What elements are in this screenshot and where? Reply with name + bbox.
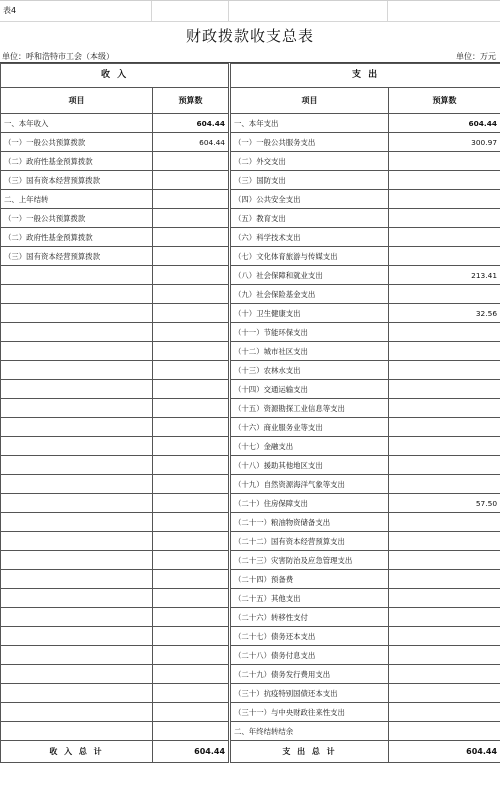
income-item-cell[interactable]: （二）政府性基金预算拨款	[1, 228, 153, 247]
expense-item-cell[interactable]: （一）一般公共服务支出	[230, 133, 389, 152]
income-budget-cell[interactable]: 604.44	[153, 133, 230, 152]
income-budget-cell[interactable]	[153, 684, 230, 703]
unit-currency-label: 单位：万元	[456, 52, 496, 61]
expense-budget-cell[interactable]	[389, 608, 500, 627]
expense-budget-cell[interactable]	[389, 684, 500, 703]
expense-budget-cell[interactable]	[389, 323, 500, 342]
expense-item-cell[interactable]: （二十九）债务发行费用支出	[230, 665, 389, 684]
table-row	[1, 665, 500, 684]
expense-budget-cell[interactable]	[389, 722, 500, 741]
income-item-cell[interactable]	[1, 285, 153, 304]
table-row	[1, 703, 500, 722]
income-item-cell[interactable]	[1, 570, 153, 589]
expense-budget-cell[interactable]: 604.44	[389, 114, 500, 133]
income-item-cell[interactable]	[1, 532, 153, 551]
unit-org-label: 单位：呼和浩特市工会（本级）	[2, 52, 114, 61]
income-budget-cell[interactable]	[153, 570, 230, 589]
expense-item-cell[interactable]: （十九）自然资源海洋气象等支出	[230, 475, 389, 494]
expense-budget-cell[interactable]: 213.41	[389, 266, 500, 285]
expense-budget-cell[interactable]	[389, 475, 500, 494]
expense-budget-cell[interactable]	[389, 456, 500, 475]
expense-budget-cell[interactable]	[389, 399, 500, 418]
income-budget-cell[interactable]	[153, 190, 230, 209]
table-row	[1, 247, 500, 266]
expense-budget-cell[interactable]	[389, 665, 500, 684]
expense-total-label[interactable]: 支 出 总 计	[230, 741, 389, 763]
expense-item-cell[interactable]: （三十一）与中央财政往来性支出	[230, 703, 389, 722]
income-item-cell[interactable]	[1, 361, 153, 380]
table-row	[1, 285, 500, 304]
expense-item-cell[interactable]: （二）外交支出	[230, 152, 389, 171]
expense-item-cell[interactable]: （十四）交通运输支出	[230, 380, 389, 399]
table-row	[1, 323, 500, 342]
income-item-cell[interactable]	[1, 684, 153, 703]
income-budget-cell[interactable]	[153, 285, 230, 304]
expense-budget-cell[interactable]	[389, 627, 500, 646]
expense-item-cell[interactable]: （三）国防支出	[230, 171, 389, 190]
expense-item-header: 项目	[230, 88, 389, 114]
expense-budget-cell[interactable]	[389, 437, 500, 456]
income-item-cell[interactable]	[1, 475, 153, 494]
expense-budget-cell[interactable]	[389, 380, 500, 399]
expense-item-cell[interactable]: （二十）住房保障支出	[230, 494, 389, 513]
table-row	[1, 380, 500, 399]
table-row	[1, 209, 500, 228]
totals-row	[1, 741, 500, 763]
table-row	[1, 570, 500, 589]
income-item-cell[interactable]	[1, 418, 153, 437]
expense-budget-cell[interactable]	[389, 703, 500, 722]
income-item-cell[interactable]	[1, 627, 153, 646]
income-item-cell[interactable]: （二）政府性基金预算拨款	[1, 152, 153, 171]
income-budget-cell[interactable]: 604.44	[153, 114, 230, 133]
table-row	[1, 361, 500, 380]
table-row	[1, 627, 500, 646]
income-item-header: 项目	[1, 88, 153, 114]
table-row	[1, 190, 500, 209]
expense-item-cell[interactable]: （二十四）预备费	[230, 570, 389, 589]
expense-item-cell[interactable]: （九）社会保险基金支出	[230, 285, 389, 304]
income-budget-cell[interactable]	[153, 608, 230, 627]
table-row	[1, 304, 500, 323]
expense-budget-cell[interactable]	[389, 551, 500, 570]
expense-budget-cell[interactable]	[389, 532, 500, 551]
income-budget-cell[interactable]	[153, 418, 230, 437]
income-item-cell[interactable]	[1, 551, 153, 570]
income-budget-cell[interactable]	[153, 380, 230, 399]
expense-item-cell[interactable]: （二十六）转移性支付	[230, 608, 389, 627]
expense-section-header: 支 出	[230, 64, 500, 88]
table-row	[1, 646, 500, 665]
income-budget-cell[interactable]	[153, 513, 230, 532]
expense-item-cell[interactable]: （十一）节能环保支出	[230, 323, 389, 342]
income-total-value[interactable]: 604.44	[153, 741, 230, 763]
income-item-cell[interactable]: （三）国有资本经营预算拨款	[1, 171, 153, 190]
income-budget-cell[interactable]	[153, 627, 230, 646]
empty-cell[interactable]	[229, 1, 388, 21]
expense-budget-cell[interactable]	[389, 361, 500, 380]
table-row	[1, 608, 500, 627]
expense-item-cell[interactable]: （二十二）国有资本经营预算支出	[230, 532, 389, 551]
income-budget-cell[interactable]	[153, 342, 230, 361]
table-row	[1, 494, 500, 513]
expense-budget-cell[interactable]	[389, 570, 500, 589]
empty-cell[interactable]	[388, 1, 500, 21]
income-item-cell[interactable]	[1, 513, 153, 532]
expense-total-value[interactable]: 604.44	[389, 741, 500, 763]
income-budget-cell[interactable]	[153, 475, 230, 494]
income-budget-cell[interactable]	[153, 722, 230, 741]
table-row	[1, 551, 500, 570]
income-item-cell[interactable]: （一）一般公共预算拨款	[1, 133, 153, 152]
table-row	[1, 475, 500, 494]
expense-budget-cell[interactable]	[389, 646, 500, 665]
income-budget-cell[interactable]	[153, 665, 230, 684]
empty-cell[interactable]	[152, 1, 229, 21]
expense-budget-cell[interactable]: 32.56	[389, 304, 500, 323]
income-budget-cell[interactable]	[153, 703, 230, 722]
table-row	[1, 266, 500, 285]
income-budget-cell[interactable]	[153, 437, 230, 456]
income-budget-cell[interactable]	[153, 456, 230, 475]
income-item-cell[interactable]: 一、本年收入	[1, 114, 153, 133]
table-row	[1, 342, 500, 361]
income-budget-cell[interactable]	[153, 247, 230, 266]
income-item-cell[interactable]: （三）国有资本经营预算拨款	[1, 247, 153, 266]
expense-item-cell[interactable]: （二十八）债务付息支出	[230, 646, 389, 665]
expense-item-cell[interactable]: （十八）援助其他地区支出	[230, 456, 389, 475]
expense-item-cell[interactable]: （十七）金融支出	[230, 437, 389, 456]
sheet-top-row	[0, 0, 500, 22]
expense-item-cell[interactable]: （四）公共安全支出	[230, 190, 389, 209]
section-header-row	[1, 64, 500, 88]
expense-item-cell[interactable]: （十二）城市社区支出	[230, 342, 389, 361]
income-budget-cell[interactable]	[153, 399, 230, 418]
table-row	[1, 418, 500, 437]
table-row	[1, 152, 500, 171]
table-row	[1, 532, 500, 551]
expense-budget-cell[interactable]	[389, 418, 500, 437]
page-title: 财政拨款收支总表	[185, 27, 314, 45]
expense-item-cell[interactable]: （二十五）其他支出	[230, 589, 389, 608]
expense-budget-cell[interactable]	[389, 228, 500, 247]
table-row	[1, 513, 500, 532]
income-budget-cell[interactable]	[153, 171, 230, 190]
income-item-cell[interactable]	[1, 437, 153, 456]
sheet-tab-label: 表4	[3, 6, 17, 15]
income-section-header: 收 入	[1, 64, 230, 88]
income-budget-cell[interactable]	[153, 494, 230, 513]
expense-item-cell[interactable]: （二十七）债务还本支出	[230, 627, 389, 646]
income-item-cell[interactable]	[1, 304, 153, 323]
income-item-cell[interactable]	[1, 342, 153, 361]
expense-item-cell[interactable]: （六）科学技术支出	[230, 228, 389, 247]
income-item-cell[interactable]	[1, 494, 153, 513]
expense-item-cell[interactable]: （三十）抗疫特别国债还本支出	[230, 684, 389, 703]
income-item-cell[interactable]: 二、上年结转	[1, 190, 153, 209]
table-row	[1, 228, 500, 247]
income-item-cell[interactable]	[1, 665, 153, 684]
expense-item-cell[interactable]: （二十一）粮油物资储备支出	[230, 513, 389, 532]
expense-item-cell[interactable]: 二、年终结转结余	[230, 722, 389, 741]
income-item-cell[interactable]	[1, 399, 153, 418]
income-item-cell[interactable]	[1, 589, 153, 608]
unit-row	[0, 50, 500, 63]
income-budget-cell[interactable]	[153, 304, 230, 323]
expense-budget-cell[interactable]	[389, 342, 500, 361]
income-budget-cell[interactable]	[153, 551, 230, 570]
income-budget-cell[interactable]	[153, 361, 230, 380]
income-budget-cell[interactable]	[153, 323, 230, 342]
expense-item-cell[interactable]: （十三）农林水支出	[230, 361, 389, 380]
table-row	[1, 589, 500, 608]
expense-item-cell[interactable]: （十六）商业服务业等支出	[230, 418, 389, 437]
income-budget-cell[interactable]	[153, 646, 230, 665]
table-row	[1, 114, 500, 133]
table-row	[1, 684, 500, 703]
expense-budget-cell[interactable]	[389, 589, 500, 608]
income-item-cell[interactable]	[1, 456, 153, 475]
table-row	[1, 133, 500, 152]
expense-budget-cell[interactable]: 300.97	[389, 133, 500, 152]
expense-item-cell[interactable]: （十五）资源勘探工业信息等支出	[230, 399, 389, 418]
income-budget-header: 预算数	[153, 88, 230, 114]
income-item-cell[interactable]	[1, 703, 153, 722]
income-item-cell[interactable]	[1, 266, 153, 285]
expense-budget-cell[interactable]	[389, 152, 500, 171]
expense-budget-cell[interactable]	[389, 513, 500, 532]
expense-budget-cell[interactable]	[389, 209, 500, 228]
income-item-cell[interactable]: （一）一般公共预算拨款	[1, 209, 153, 228]
expense-item-cell[interactable]: （五）教育支出	[230, 209, 389, 228]
expense-item-cell[interactable]: （八）社会保障和就业支出	[230, 266, 389, 285]
table-row	[1, 456, 500, 475]
income-budget-cell[interactable]	[153, 532, 230, 551]
expense-item-cell[interactable]: 一、本年支出	[230, 114, 389, 133]
income-budget-cell[interactable]	[153, 209, 230, 228]
expense-item-cell[interactable]: （十）卫生健康支出	[230, 304, 389, 323]
table-row	[1, 171, 500, 190]
column-header-row	[1, 88, 500, 114]
table-row	[1, 437, 500, 456]
expense-budget-cell[interactable]	[389, 190, 500, 209]
income-budget-cell[interactable]	[153, 589, 230, 608]
table-row	[1, 722, 500, 741]
income-item-cell[interactable]	[1, 608, 153, 627]
expense-budget-header: 预算数	[389, 88, 500, 114]
expense-budget-cell[interactable]: 57.50	[389, 494, 500, 513]
income-budget-cell[interactable]	[153, 228, 230, 247]
expense-budget-cell[interactable]	[389, 285, 500, 304]
income-item-cell[interactable]	[1, 323, 153, 342]
income-item-cell[interactable]	[1, 646, 153, 665]
income-budget-cell[interactable]	[153, 152, 230, 171]
income-total-label[interactable]: 收 入 总 计	[1, 741, 153, 763]
sheet-tab-cell[interactable]	[0, 1, 152, 21]
income-item-cell[interactable]	[1, 380, 153, 399]
expense-budget-cell[interactable]	[389, 171, 500, 190]
expense-budget-cell[interactable]	[389, 247, 500, 266]
income-item-cell[interactable]	[1, 722, 153, 741]
expense-item-cell[interactable]: （七）文化体育旅游与传媒支出	[230, 247, 389, 266]
table-row	[1, 399, 500, 418]
budget-table	[0, 63, 500, 763]
income-budget-cell[interactable]	[153, 266, 230, 285]
expense-item-cell[interactable]: （二十三）灾害防治及应急管理支出	[230, 551, 389, 570]
